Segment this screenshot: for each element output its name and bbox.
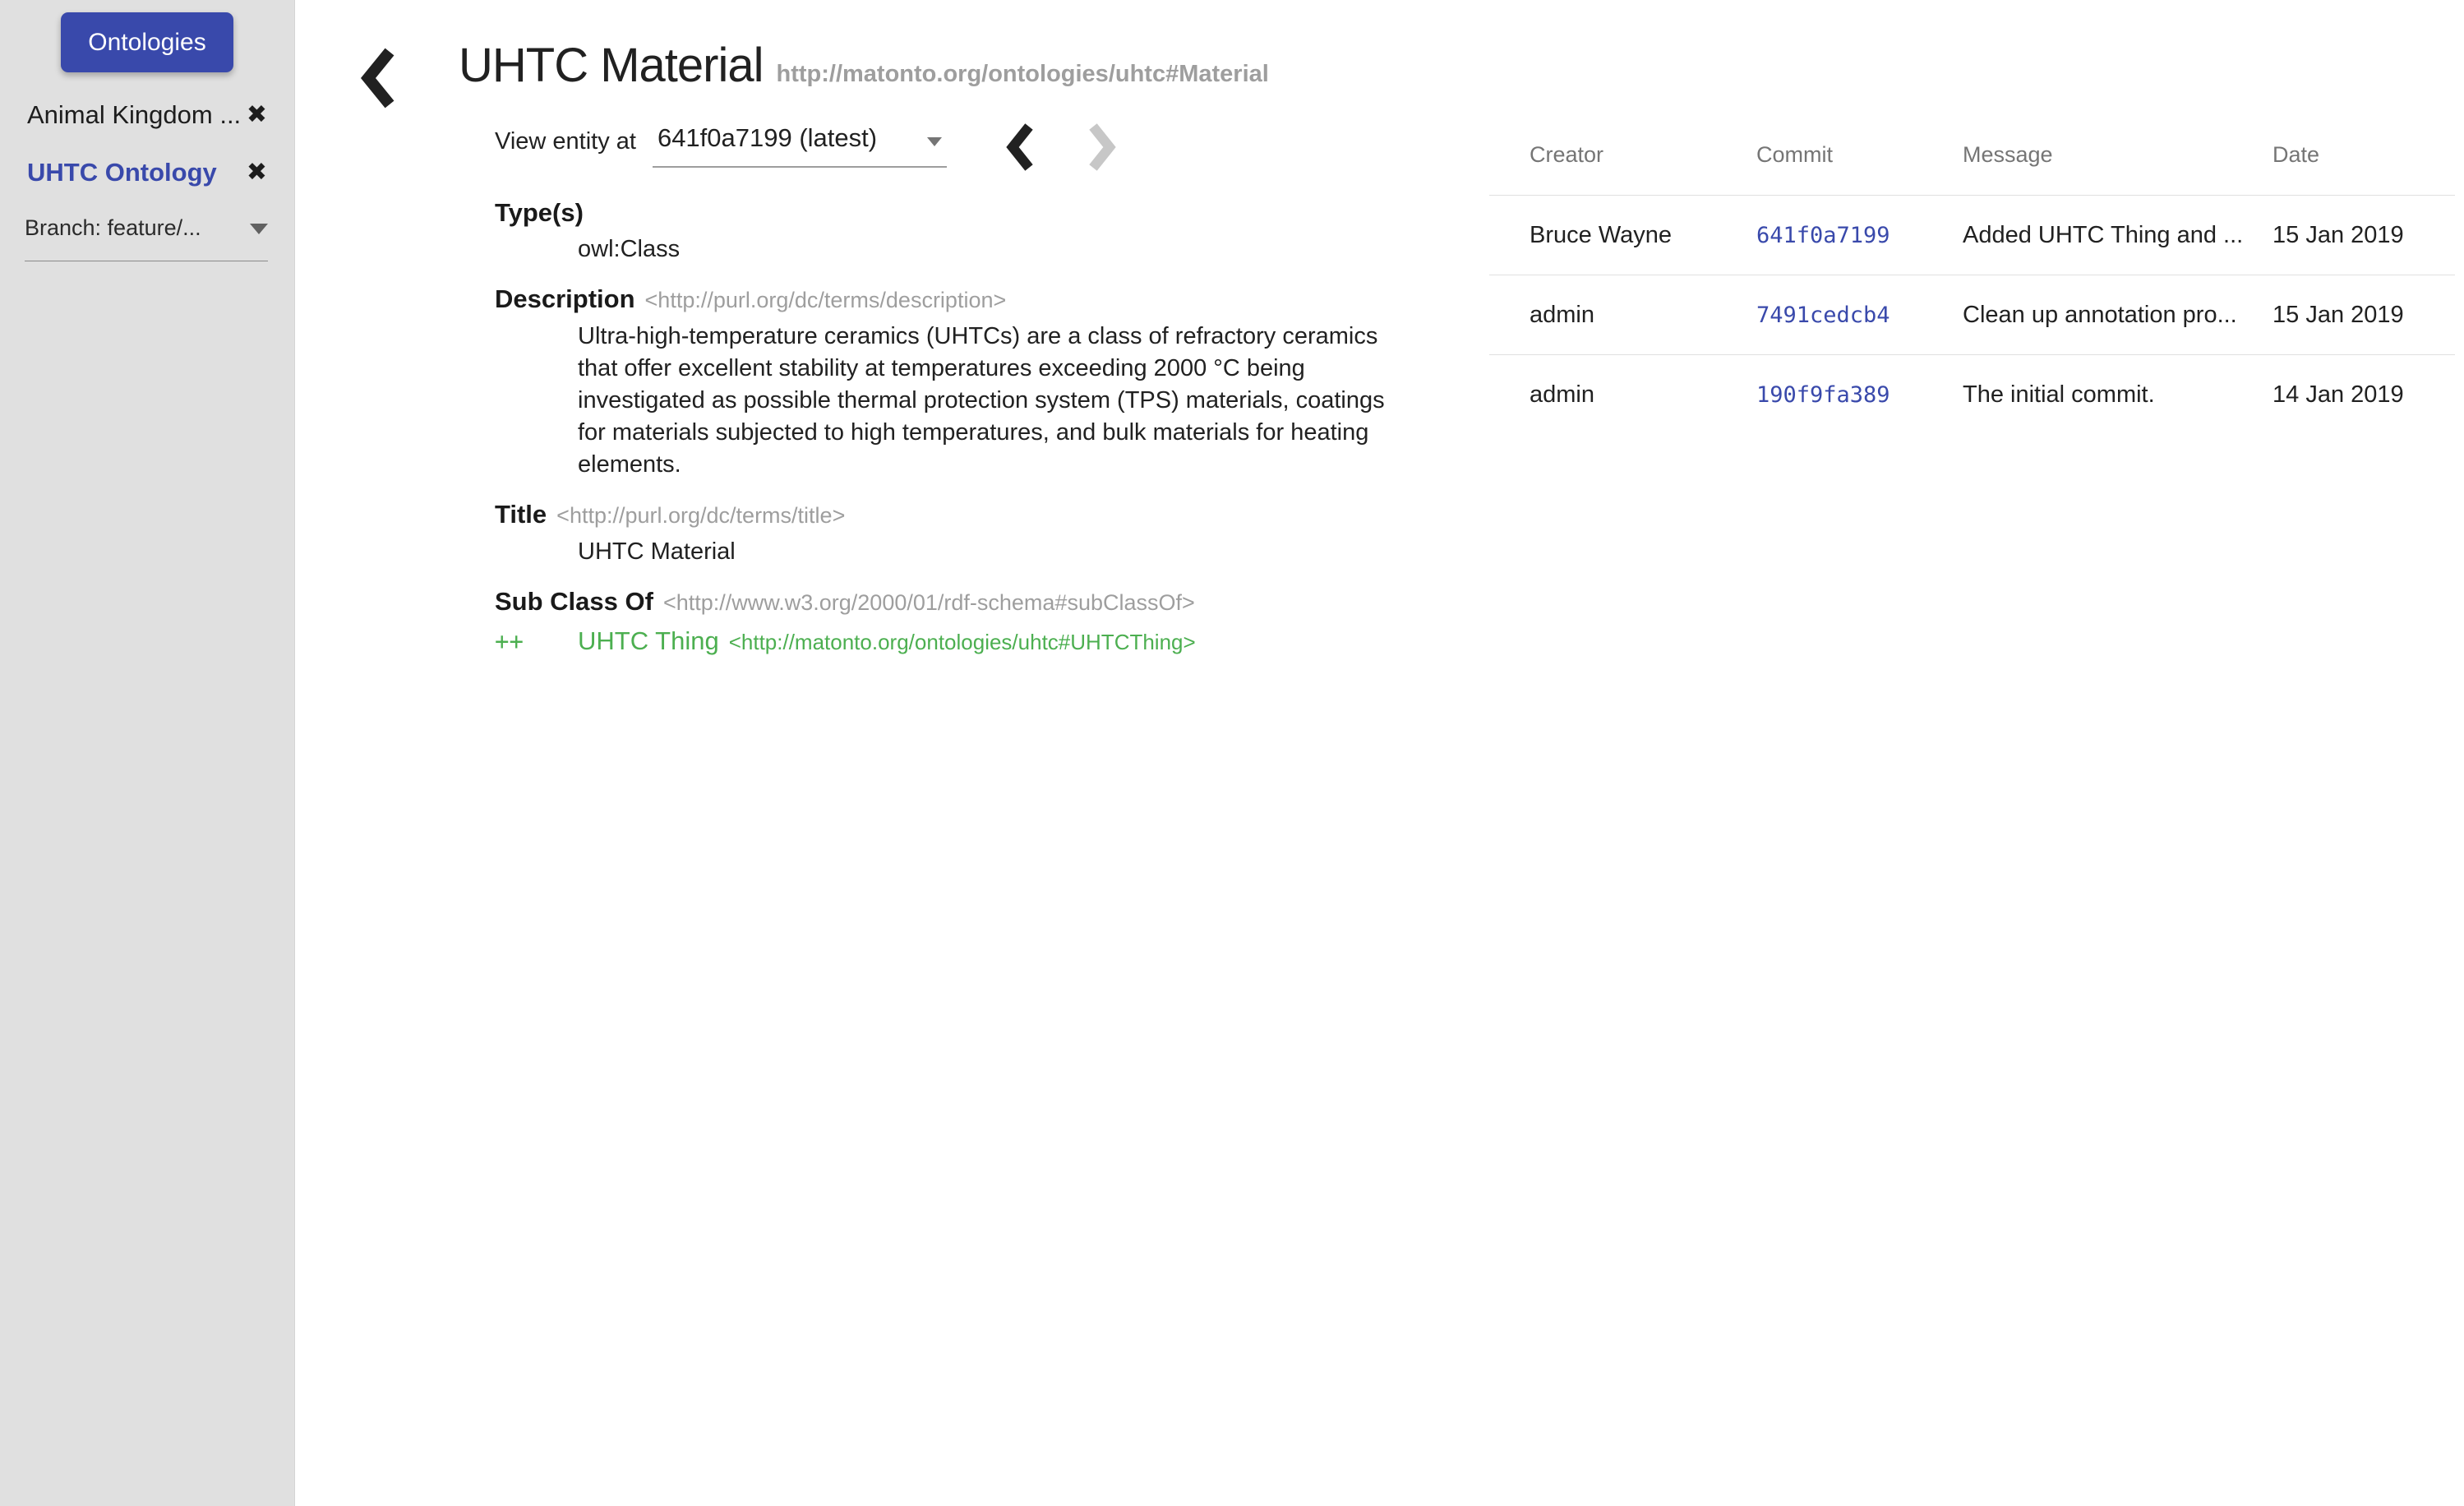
commit-link[interactable]: 7491cedcb4 <box>1756 302 1890 328</box>
page-header <box>459 38 1269 93</box>
close-icon[interactable]: ✖ <box>246 101 267 128</box>
next-commit-button[interactable] <box>1082 122 1121 175</box>
section-heading-types <box>495 197 1448 229</box>
table-row <box>1489 355 2455 434</box>
commit-history-table <box>1489 115 2455 434</box>
chevron-left-icon <box>1001 122 1037 173</box>
description-property-iri: <http://purl.org/dc/terms/description> <box>644 288 1007 312</box>
entity-iri: http://matonto.org/ontologies/uhtc#Material <box>776 61 1269 87</box>
title-value: UHTC Material <box>578 538 736 565</box>
description-value: Ultra-high-temperature ceramics (UHTCs) are a class of refractory ceramics that offer excellent stability at temperatures exceeding 2000 °C being investigated as possible thermal protection system (TPS) materials, coatings for materials subjected to high temperatures, and bulk materials for heating elements. <box>578 323 1385 478</box>
branch-select-label: Branch: feature/... <box>25 215 201 240</box>
table-row <box>1489 196 2455 275</box>
table-row <box>1489 275 2455 355</box>
chevron-down-icon <box>927 137 942 146</box>
chevron-right-icon <box>1082 122 1121 173</box>
subclassof-added-statement <box>495 626 1448 656</box>
sidebar <box>0 0 295 1506</box>
commit-link[interactable]: 641f0a7199 <box>1756 222 1890 248</box>
title-property-iri: <http://purl.org/dc/terms/title> <box>556 503 846 528</box>
column-header-creator: Creator <box>1530 142 1604 167</box>
title-heading-text: Title <box>495 500 547 529</box>
types-value: owl:Class <box>578 236 681 262</box>
date-cell: 14 Jan 2019 <box>2273 381 2404 408</box>
view-entity-label: View entity at <box>495 128 636 155</box>
commit-link[interactable]: 190f9fa389 <box>1756 381 1890 408</box>
close-icon[interactable]: ✖ <box>246 159 267 186</box>
subclass-value-iri: <http://matonto.org/ontologies/uhtc#UHTCThing> <box>728 630 1196 654</box>
entity-details <box>495 197 1448 656</box>
creator-cell: admin <box>1530 381 1594 408</box>
entity-version-controls <box>495 120 1121 175</box>
sidebar-item-animal-kingdom[interactable] <box>27 97 267 133</box>
commit-select[interactable] <box>653 120 947 168</box>
section-heading-subclassof <box>495 586 1448 618</box>
date-cell: 15 Jan 2019 <box>2273 221 2404 248</box>
section-heading-title <box>495 499 1448 531</box>
creator-cell: admin <box>1530 301 1594 328</box>
creator-cell: Bruce Wayne <box>1530 221 1672 248</box>
addition-marker: ++ <box>495 627 524 655</box>
column-header-commit: Commit <box>1756 142 1833 167</box>
branch-select[interactable] <box>25 212 268 261</box>
page-title: UHTC Material <box>459 39 764 92</box>
types-heading-text: Type(s) <box>495 198 584 227</box>
message-cell: Added UHTC Thing and ... <box>1963 221 2244 248</box>
subclass-value: UHTC Thing <box>578 626 719 655</box>
sidebar-item-label[interactable]: Animal Kingdom ... <box>27 100 242 129</box>
description-heading-text: Description <box>495 284 635 313</box>
ontologies-button[interactable]: Ontologies <box>61 12 233 72</box>
commit-select-value: 641f0a7199 (latest) <box>657 123 878 152</box>
back-button[interactable] <box>353 45 403 111</box>
column-header-date: Date <box>2273 142 2320 167</box>
date-cell: 15 Jan 2019 <box>2273 301 2404 328</box>
subclassof-heading-text: Sub Class Of <box>495 587 653 616</box>
message-cell: Clean up annotation pro... <box>1963 301 2237 328</box>
chevron-left-icon <box>353 45 403 111</box>
section-heading-description <box>495 284 1448 316</box>
sidebar-item-label[interactable]: UHTC Ontology <box>27 158 217 187</box>
column-header-message: Message <box>1963 142 2053 167</box>
message-cell: The initial commit. <box>1963 381 2155 408</box>
subclassof-property-iri: <http://www.w3.org/2000/01/rdf-schema#subClassOf> <box>662 590 1195 615</box>
chevron-down-icon <box>250 224 268 234</box>
commit-table-header <box>1489 115 2455 196</box>
previous-commit-button[interactable] <box>1001 122 1037 175</box>
sidebar-item-uhtc-ontology[interactable] <box>27 155 267 191</box>
